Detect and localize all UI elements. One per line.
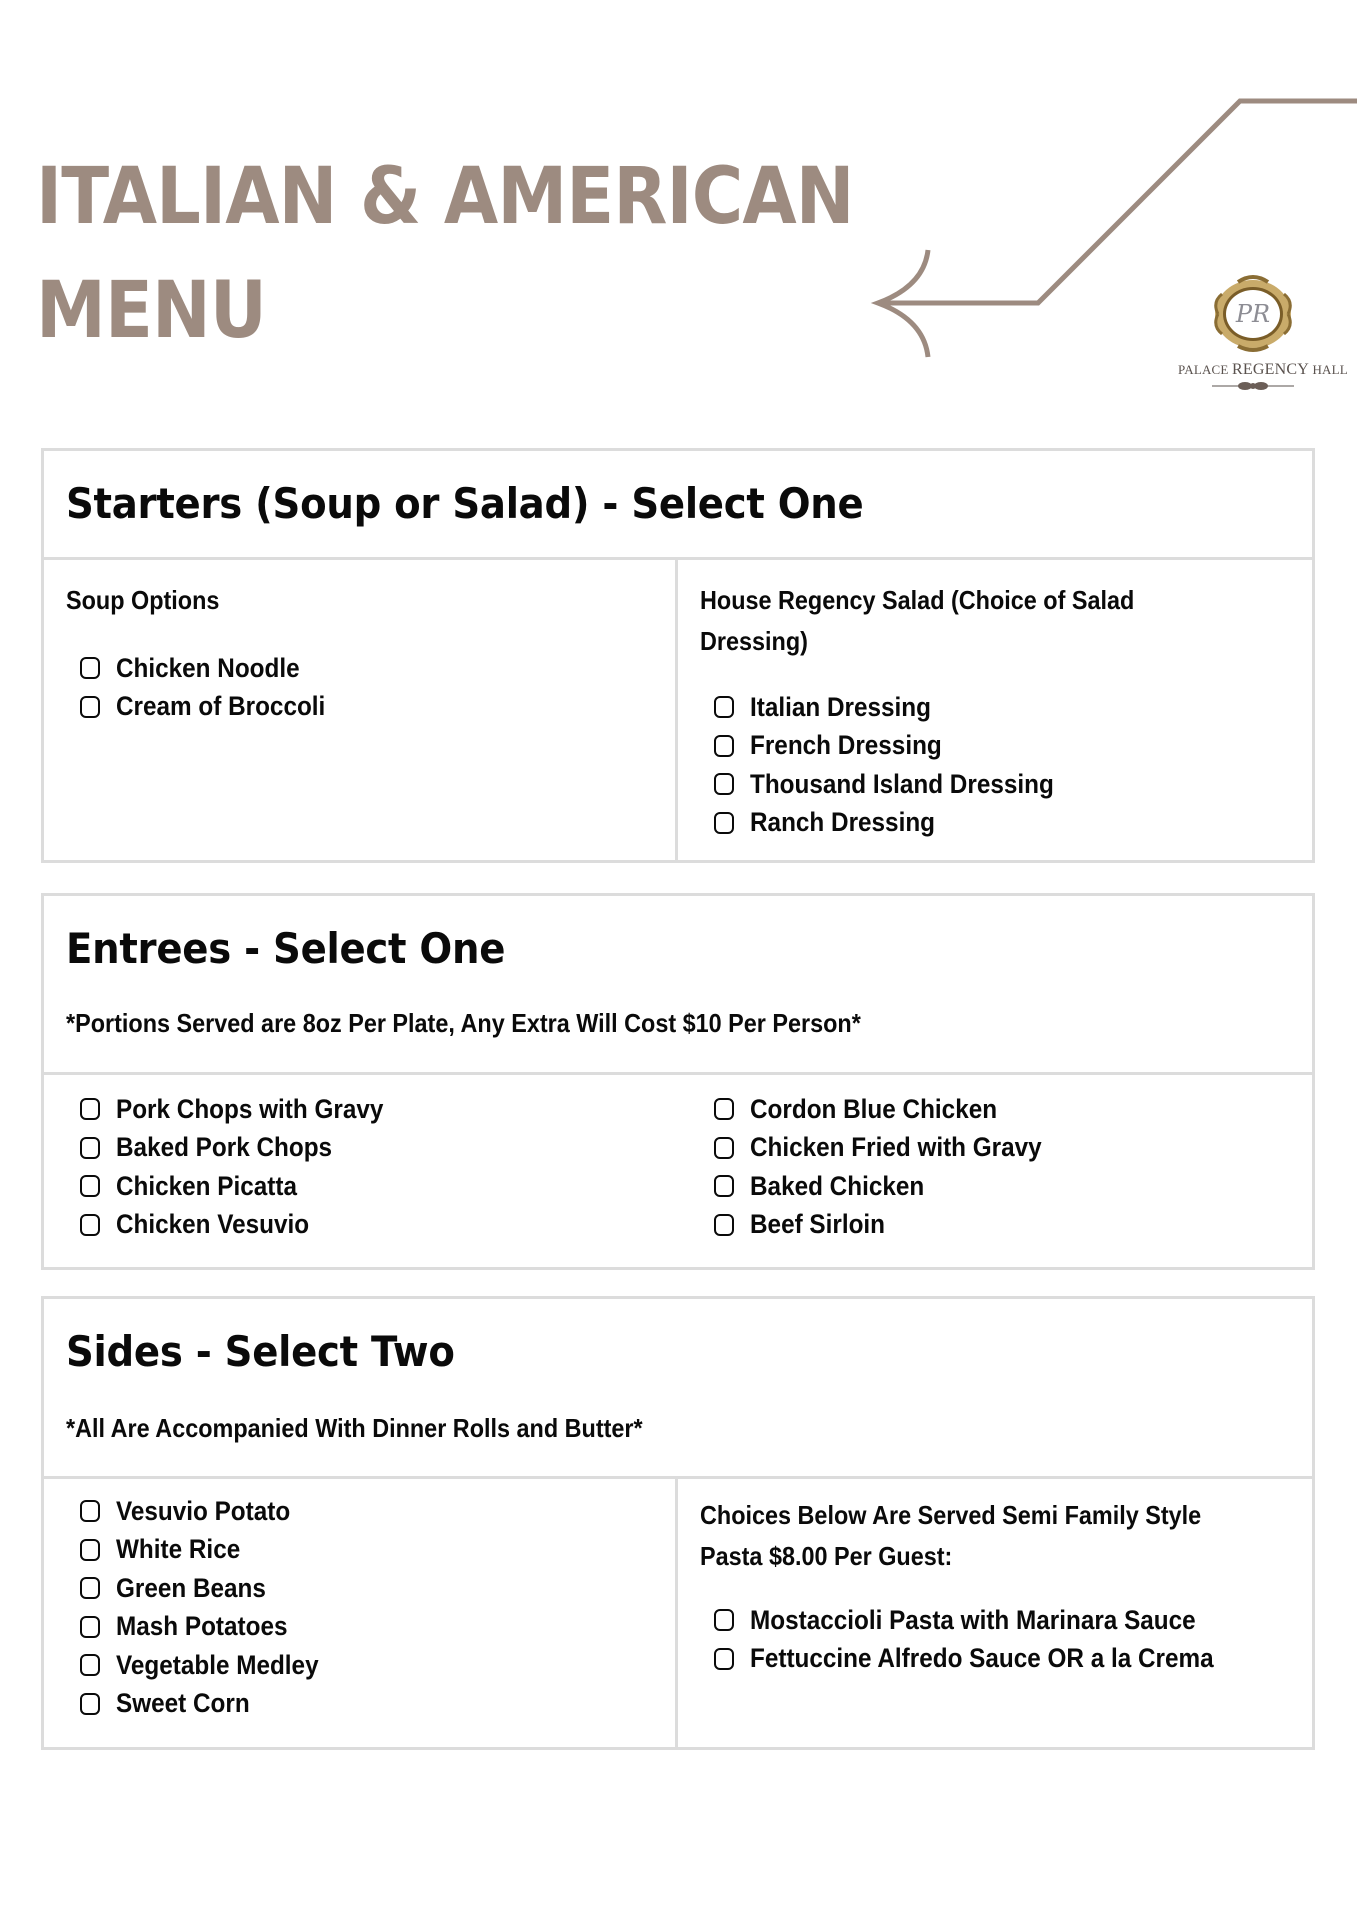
entrees-left-list bbox=[80, 1090, 413, 1244]
option-label: Italian Dressing bbox=[750, 691, 931, 722]
ornate-frame-icon bbox=[1208, 272, 1298, 354]
soup-column bbox=[44, 560, 678, 860]
option-label: Baked Pork Chops bbox=[116, 1132, 333, 1163]
salad-heading: House Regency Salad (Choice of Salad Dressing) bbox=[700, 585, 1135, 656]
option-label: Fettuccine Alfredo Sauce OR a la Crema bbox=[750, 1643, 1214, 1674]
option-label: Mash Potatoes bbox=[116, 1611, 288, 1642]
pasta-column bbox=[678, 1479, 1312, 1747]
title-line-1: ITALIAN & AMERICAN bbox=[36, 152, 854, 242]
option-label: Cream of Broccoli bbox=[116, 691, 326, 722]
entrees-right-list bbox=[714, 1090, 1074, 1244]
svg-text:PR: PR bbox=[1235, 300, 1271, 328]
entree-option[interactable] bbox=[714, 1129, 1074, 1168]
checkbox[interactable] bbox=[80, 657, 100, 679]
palace-regency-logo bbox=[1178, 272, 1348, 398]
entree-option[interactable] bbox=[80, 1090, 413, 1129]
pasta-heading-line-1: Choices Below Are Served Semi Family Style bbox=[700, 1500, 1202, 1530]
soup-option[interactable] bbox=[80, 649, 349, 688]
sides-accompaniment-note: *All Are Accompanied With Dinner Rolls and Butter* bbox=[66, 1413, 643, 1443]
entrees-left-column bbox=[44, 1075, 678, 1267]
option-label: Cordon Blue Chicken bbox=[750, 1093, 998, 1124]
pasta-options-list bbox=[714, 1601, 1265, 1678]
entrees-portion-note: *Portions Served are 8oz Per Plate, Any Extra Will Cost $10 Per Person* bbox=[66, 1008, 861, 1038]
entrees-right-column bbox=[678, 1075, 1312, 1267]
pasta-option[interactable] bbox=[714, 1640, 1265, 1679]
option-label: Baked Chicken bbox=[750, 1170, 925, 1201]
entrees-panel bbox=[41, 893, 1315, 1270]
side-option[interactable] bbox=[80, 1531, 341, 1570]
checkbox[interactable] bbox=[80, 1654, 100, 1676]
option-label: Vesuvio Potato bbox=[116, 1495, 291, 1526]
entrees-header bbox=[44, 896, 1312, 1075]
checkbox[interactable] bbox=[80, 1175, 100, 1197]
checkbox[interactable] bbox=[80, 1539, 100, 1561]
checkbox[interactable] bbox=[714, 1175, 734, 1197]
sides-title: Sides - Select Two bbox=[66, 1327, 455, 1376]
entree-option[interactable] bbox=[80, 1129, 413, 1168]
pasta-heading-line-2: Pasta $8.00 Per Guest: bbox=[700, 1541, 953, 1571]
option-label: Ranch Dressing bbox=[750, 807, 936, 838]
option-label: Green Beans bbox=[116, 1572, 266, 1603]
option-label: White Rice bbox=[116, 1534, 241, 1565]
option-label: Sweet Corn bbox=[116, 1688, 250, 1719]
soup-options-list bbox=[80, 649, 349, 726]
option-label: French Dressing bbox=[750, 730, 942, 761]
logo-word-regency: REGENCY bbox=[1232, 361, 1309, 378]
checkbox[interactable] bbox=[714, 1214, 734, 1236]
option-label: Chicken Noodle bbox=[116, 652, 300, 683]
checkbox[interactable] bbox=[80, 1137, 100, 1159]
checkbox[interactable] bbox=[714, 773, 734, 795]
checkbox[interactable] bbox=[80, 1500, 100, 1522]
checkbox[interactable] bbox=[714, 735, 734, 757]
sides-list bbox=[80, 1492, 341, 1723]
entree-option[interactable] bbox=[80, 1206, 413, 1245]
checkbox[interactable] bbox=[714, 696, 734, 718]
option-label: Chicken Vesuvio bbox=[116, 1209, 310, 1240]
starters-title: Starters (Soup or Salad) - Select One bbox=[66, 479, 864, 528]
sides-column bbox=[44, 1479, 678, 1747]
decorative-arrow-icon bbox=[0, 0, 1359, 420]
logo-word-hall: HALL bbox=[1312, 362, 1348, 377]
dressing-options-list bbox=[714, 688, 1088, 842]
side-option[interactable] bbox=[80, 1608, 341, 1647]
checkbox[interactable] bbox=[80, 1214, 100, 1236]
logo-name bbox=[1178, 361, 1348, 379]
logo-word-palace: PALACE bbox=[1178, 362, 1229, 377]
sides-panel bbox=[41, 1296, 1315, 1750]
checkbox[interactable] bbox=[714, 812, 734, 834]
flourish-divider-icon bbox=[1208, 379, 1298, 393]
sides-header bbox=[44, 1299, 1312, 1479]
entree-option[interactable] bbox=[714, 1206, 1074, 1245]
option-label: Pork Chops with Gravy bbox=[116, 1093, 384, 1124]
entree-option[interactable] bbox=[80, 1167, 413, 1206]
option-label: Chicken Fried with Gravy bbox=[750, 1132, 1042, 1163]
title-line-2: MENU bbox=[36, 266, 266, 356]
checkbox[interactable] bbox=[714, 1609, 734, 1631]
side-option[interactable] bbox=[80, 1646, 341, 1685]
pasta-heading bbox=[700, 1495, 1204, 1577]
entree-option[interactable] bbox=[714, 1167, 1074, 1206]
checkbox[interactable] bbox=[80, 1616, 100, 1638]
side-option[interactable] bbox=[80, 1492, 341, 1531]
dressing-option[interactable] bbox=[714, 765, 1088, 804]
pasta-option[interactable] bbox=[714, 1601, 1265, 1640]
checkbox[interactable] bbox=[714, 1648, 734, 1670]
checkbox[interactable] bbox=[714, 1098, 734, 1120]
salad-column bbox=[678, 560, 1312, 860]
option-label: Beef Sirloin bbox=[750, 1209, 886, 1240]
checkbox[interactable] bbox=[80, 1098, 100, 1120]
checkbox[interactable] bbox=[714, 1137, 734, 1159]
checkbox[interactable] bbox=[80, 1693, 100, 1715]
checkbox[interactable] bbox=[80, 696, 100, 718]
side-option[interactable] bbox=[80, 1685, 341, 1724]
option-label: Thousand Island Dressing bbox=[750, 768, 1054, 799]
starters-panel bbox=[41, 448, 1315, 863]
dressing-option[interactable] bbox=[714, 727, 1088, 766]
soup-option[interactable] bbox=[80, 688, 349, 727]
entree-option[interactable] bbox=[714, 1090, 1074, 1129]
entrees-title: Entrees - Select One bbox=[66, 924, 506, 973]
dressing-option[interactable] bbox=[714, 688, 1088, 727]
option-label: Vegetable Medley bbox=[116, 1649, 319, 1680]
side-option[interactable] bbox=[80, 1569, 341, 1608]
soup-heading: Soup Options bbox=[66, 585, 220, 615]
starters-header bbox=[44, 451, 1312, 560]
dressing-option[interactable] bbox=[714, 804, 1088, 843]
checkbox[interactable] bbox=[80, 1577, 100, 1599]
option-label: Chicken Picatta bbox=[116, 1170, 297, 1201]
option-label: Mostaccioli Pasta with Marinara Sauce bbox=[750, 1604, 1196, 1635]
